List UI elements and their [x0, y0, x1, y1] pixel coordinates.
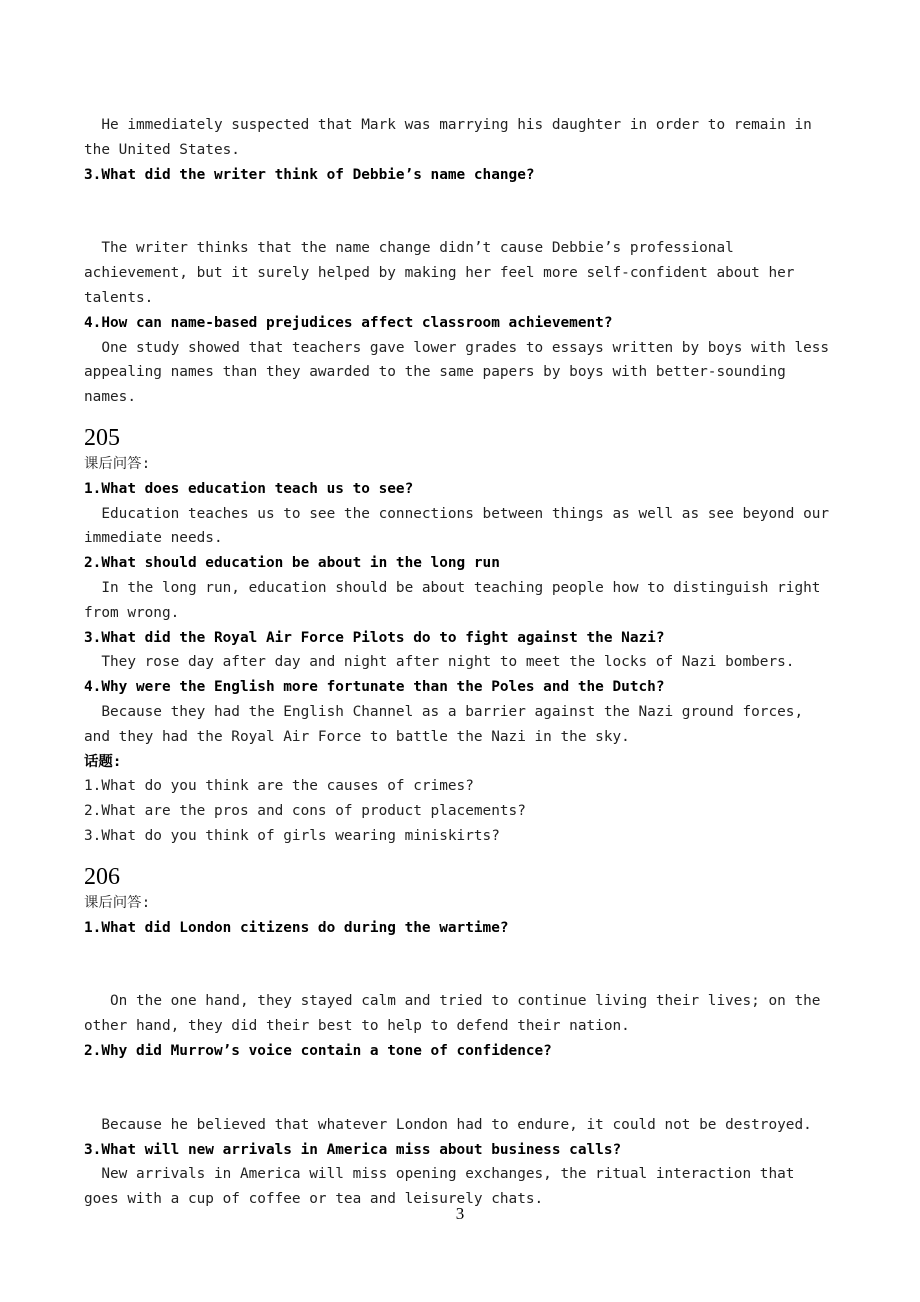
s206-question-3: 3.What will new arrivals in America miss about business calls?: [84, 1141, 622, 1158]
s206-question-1: 1.What did London citizens do during the wartime?: [84, 919, 509, 936]
page-number: 3: [455, 1204, 465, 1223]
s206-answer-1: On the one hand, they stayed calm and tried to continue living their lives; on the other hand, they did their best to help to defend their nation.: [84, 993, 830, 1035]
s205-question-4: 4.Why were the English more fortunate than the Poles and the Dutch?: [84, 679, 665, 696]
topic-item-1: 1.What do you think are the causes of crimes?: [84, 778, 474, 795]
section-heading-206: 206: [84, 863, 120, 890]
section-label-205: 课后问答:: [84, 455, 151, 472]
section-label-206: 课后问答:: [84, 894, 151, 911]
s205-answer-4: Because they had the English Channel as a barrier against the Nazi ground forces, and they had the Royal Air Force to battle the Nazi in the sky.: [84, 703, 812, 745]
s206-answer-3: New arrivals in America will miss opening exchanges, the ritual interaction that goes with a cup of coffee or tea and leisurely chats.: [84, 1166, 804, 1208]
topic-item-3: 3.What do you think of girls wearing miniskirts?: [84, 827, 500, 844]
s205-answer-1: Education teaches us to see the connections between things as well as see beyond our immediate needs.: [84, 505, 838, 547]
question-4: 4.How can name-based prejudices affect classroom achievement?: [84, 314, 613, 331]
topics-label-205: 话题:: [84, 753, 122, 770]
s205-answer-2: In the long run, education should be about teaching people how to distinguish right from wrong.: [84, 579, 830, 621]
answer-4: One study showed that teachers gave lower grades to essays written by boys with less appealing names than they awarded to the same papers by boys with better-sounding names.: [84, 339, 838, 406]
answer-3: The writer thinks that the name change didn’t cause Debbie’s professional achievement, but it surely helped by making her feel more self-confident about her talents.: [84, 240, 804, 306]
section-heading-205: 205: [84, 424, 120, 451]
s206-answer-2: Because he believed that whatever London had to endure, it could not be destroyed.: [84, 1116, 812, 1133]
answer-2: He immediately suspected that Mark was marrying his daughter in order to remain in the United States.: [84, 117, 821, 158]
s205-question-2: 2.What should education be about in the long run: [84, 555, 500, 572]
s205-answer-3: They rose day after day and night after night to meet the locks of Nazi bombers.: [84, 654, 795, 671]
s205-question-1: 1.What does education teach us to see?: [84, 480, 414, 497]
s205-question-3: 3.What did the Royal Air Force Pilots do to fight against the Nazi?: [84, 629, 665, 646]
question-3: 3.What did the writer think of Debbie’s name change?: [84, 166, 535, 183]
topic-item-2: 2.What are the pros and cons of product placements?: [84, 803, 526, 820]
document-page: [84, 113, 836, 1212]
s206-question-2: 2.Why did Murrow’s voice contain a tone of confidence?: [84, 1042, 552, 1059]
